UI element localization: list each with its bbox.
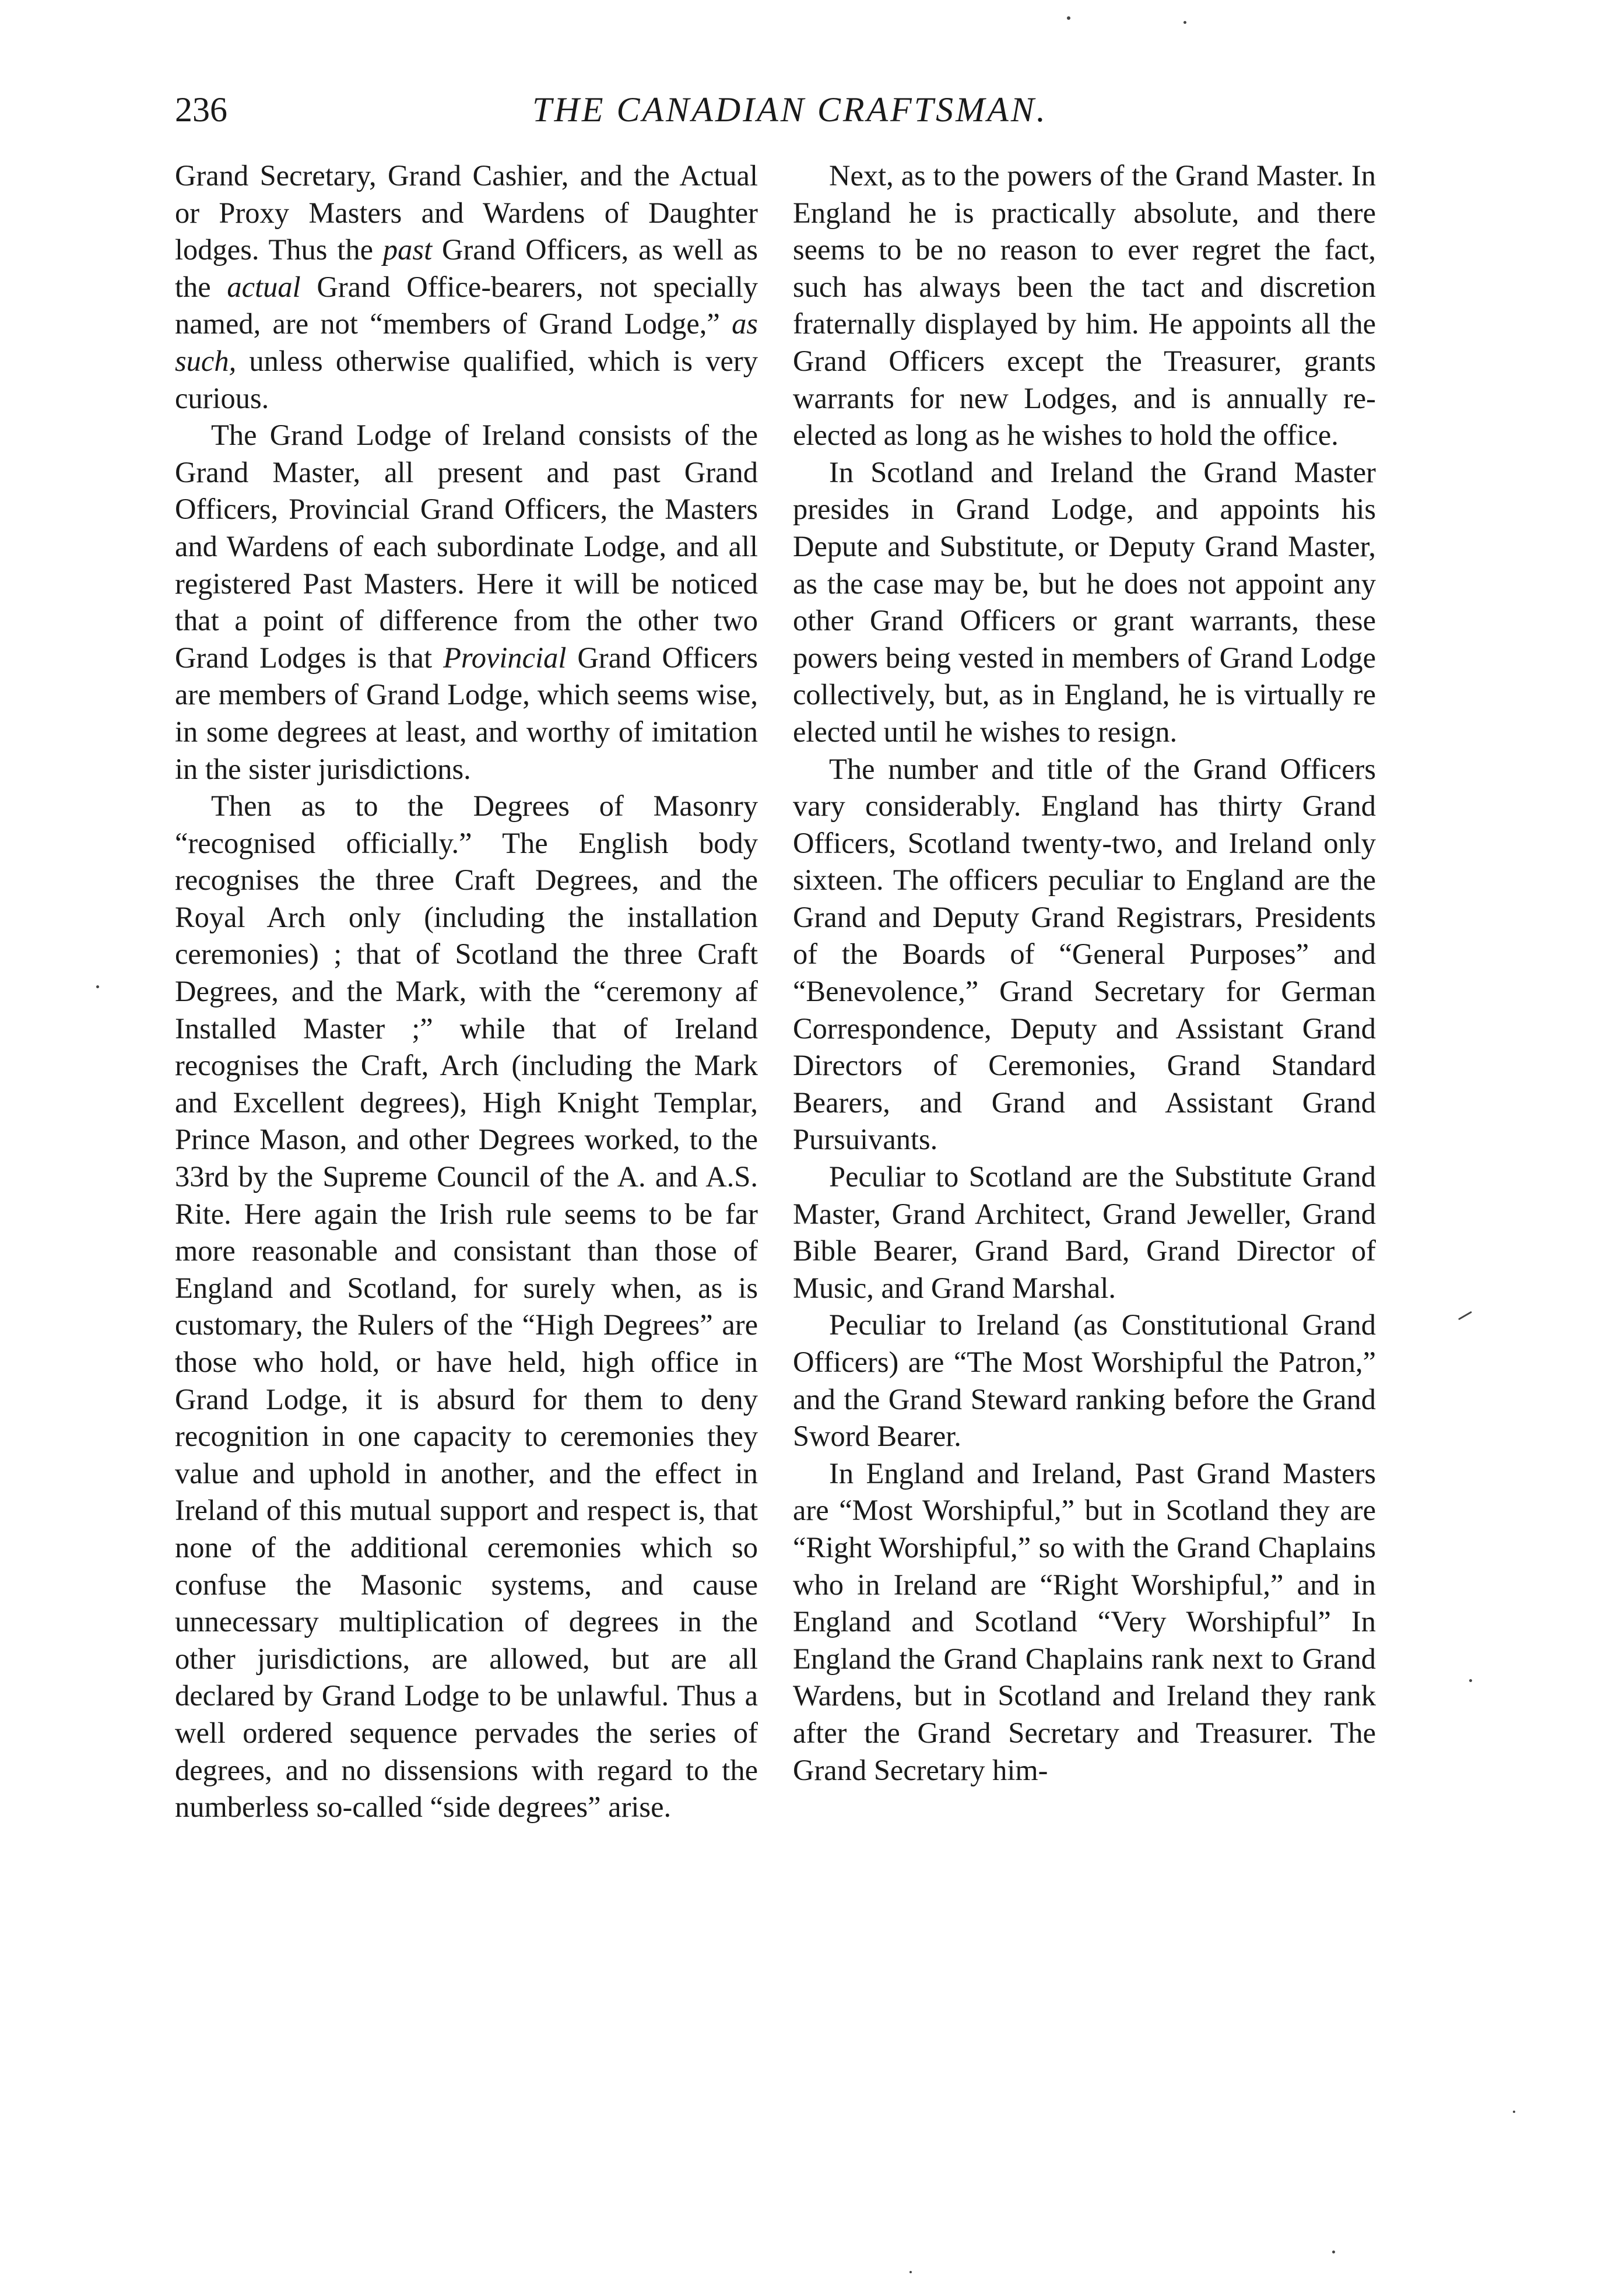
- print-speck: [1469, 1679, 1472, 1682]
- text-run: Grand Officers are members of Grand Lodge, which seems wise, in some degrees at least, and worthy of imitation in the sister jurisdictions.: [175, 641, 758, 785]
- paragraph: Peculiar to Ireland (as Constitutional Grand Officers) are “The Most Worshipful the Patron,” and the Grand Steward ranking before the Grand Sword Bearer.: [793, 1308, 1376, 1453]
- print-speck: [1067, 16, 1070, 20]
- text-run: Grand Office-bearers, not specially named, are not “members of Grand Lodge,”: [175, 270, 758, 340]
- text-run: Grand Secretary, Grand Cashier, and the Actual or Proxy Masters and Wardens of Daughter lodges. Thus the: [175, 159, 758, 266]
- print-speck: [909, 2271, 912, 2273]
- left-column: [175, 157, 758, 1826]
- paragraph: The number and title of the Grand Officers vary considerably. England has thirty Grand Officers, Scotland twenty-two, and Ireland only sixteen. The officers peculiar to England are the Grand and Deputy Grand Registrars, Presidents of the Boards of “General Purposes” and “Benevolence,” Grand Secretary for German Correspondence, Deputy and Assistant Grand Directors of Ceremonies, Grand Standard Bearers, and Grand and Assistant Grand Pursuivants.: [793, 752, 1376, 1156]
- page-number: 236: [175, 90, 227, 129]
- text-run: Grand Officers, as well as the: [175, 233, 758, 303]
- text-run: The Grand Lodge of Ireland consists of the Grand Master, all present and past Grand Officers, Provincial Grand Officers, the Masters and Wardens of each subordinate Lodge, and all registered Past Masters. Here it will be noticed that a point of difference from the other two Grand Lodges is that: [175, 419, 758, 674]
- text-run: unless otherwise qualified, which is very curious.: [175, 344, 758, 415]
- paragraph: In Scotland and Ireland the Grand Master presides in Grand Lodge, and appoints his Depute and Substitute, or Deputy Grand Master, as the case may be, but he does not appoint any other Grand Officers or grant warrants, these powers being vested in members of Grand Lodge collectively, but, as in England, he is virtually re elected until he wishes to resign.: [793, 455, 1376, 748]
- italic-text: Provincial: [443, 641, 567, 674]
- print-speck: [1183, 21, 1186, 24]
- paragraph: [175, 157, 758, 417]
- italic-text: as such,: [175, 307, 758, 377]
- italic-text: past: [382, 233, 433, 266]
- paragraph: Then as to the Degrees of Masonry “recognised officially.” The English body recognises the three Craft Degrees, and the Royal Arch only (including the installation ceremonies) ; that of Scotland the three Craft Degrees, and the Mark, with the “ceremony af Installed Master ;” while that of Ireland recognises the Craft, Arch (including the Mark and Excellent degrees), High Knight Templar, Prince Mason, and other Degrees worked, to the 33rd by the Supreme Council of the A. and A.S. Rite. Here again the Irish rule seems to be far more reasonable and consistant than those of England and Scotland, for surely when, as is customary, the Rulers of the “High Degrees” are those who hold, or have held, high office in Grand Lodge, it is absurd for them to deny recognition in one capacity to ceremonies they value and uphold in another, and the effect in Ireland of this mutual support and respect is, that none of the additional ceremonies which so confuse the Masonic systems, and cause unnecessary multiplication of degrees in the other jurisdictions, are allowed, but are all declared by Grand Lodge to be unlawful. Thus a well ordered sequence pervades the series of degrees, and no dissensions with regard to the numberless so-called “side degrees” arise.: [175, 789, 758, 1824]
- paragraph: Peculiar to Scotland are the Substitute Grand Master, Grand Architect, Grand Jeweller, Grand Bible Bearer, Grand Bard, Grand Director of Music, and Grand Marshal.: [793, 1160, 1376, 1304]
- print-speck: [1332, 2251, 1335, 2253]
- italic-text: actual: [227, 270, 301, 303]
- right-column: [793, 157, 1376, 1789]
- paragraph: In England and Ireland, Past Grand Masters are “Most Worshipful,” but in Scotland they are “Right Worshipful,” so with the Grand Chaplains who in Ireland are “Right Worshipful,” and in England and Scotland “Very Worshipful” In England the Grand Chaplains rank next to Grand Wardens, but in Scotland and Ireland they rank after the Grand Secretary and Treasurer. The Grand Secretary him-: [793, 1456, 1376, 1786]
- page-header: [175, 86, 1405, 139]
- print-speck: [1458, 1311, 1472, 1321]
- paragraph: [175, 417, 758, 788]
- print-speck: [1513, 2111, 1515, 2113]
- running-title: THE CANADIAN CRAFTSMAN.: [532, 90, 1048, 129]
- print-speck: [96, 985, 99, 988]
- paragraph: Next, as to the powers of the Grand Master. In England he is practically absolute, and there seems to be no reason to ever regret the fact, such has always been the tact and discretion fraternally displayed by him. He appoints all the Grand Officers except the Treasurer, grants warrants for new Lodges, and is annually re-elected as long as he wishes to hold the office.: [793, 159, 1376, 452]
